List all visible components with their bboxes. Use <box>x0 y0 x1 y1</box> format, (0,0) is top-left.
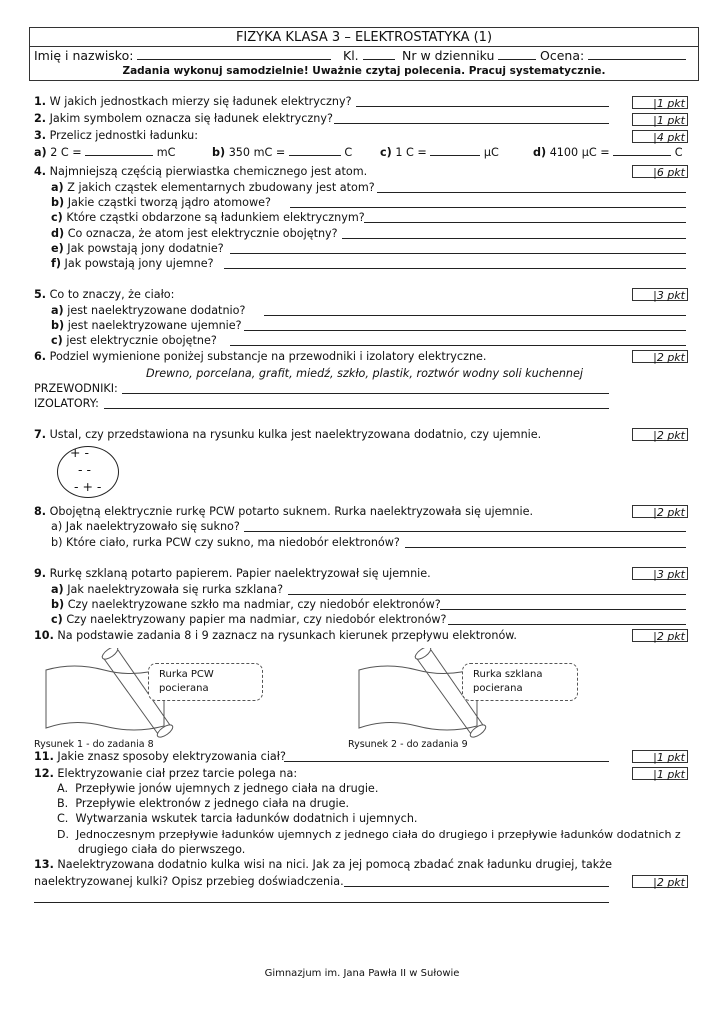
answer-line[interactable] <box>288 594 686 595</box>
question-number: 13. <box>34 858 54 871</box>
question-10 <box>34 629 517 642</box>
sub-item <box>51 181 375 194</box>
points-box: |3 pkt <box>632 567 688 580</box>
item-text: jest elektrycznie obojętne? <box>66 334 217 347</box>
footer: Gimnazjum im. Jana Pawła II w Sułowie <box>264 968 460 979</box>
option-text: Przepływie jonów ujemnych z jednego ciała na drugie. <box>75 782 379 795</box>
header-divider <box>30 46 698 47</box>
item-label: d) <box>51 227 65 240</box>
question-number: 7. <box>34 428 47 441</box>
charges-row-2: - - <box>78 462 91 477</box>
points-box: |3 pkt <box>632 288 688 301</box>
number-blank[interactable] <box>498 49 536 60</box>
question-4 <box>34 165 367 178</box>
answer-line[interactable] <box>34 902 609 903</box>
answer-line[interactable] <box>356 106 609 107</box>
item-label: b) <box>51 536 63 549</box>
answer-line[interactable] <box>334 123 609 124</box>
question-text: Rurkę szklaną potarto papierem. Papier naelektryzował się ujemnie. <box>49 567 431 580</box>
charges-row-3: - + - <box>74 479 102 494</box>
question-text: Najmniejszą częścią pierwiastka chemicznego jest atom. <box>49 165 368 178</box>
item-text: Jakie cząstki tworzą jądro atomowe? <box>67 196 271 209</box>
substances-list: Drewno, porcelana, grafit, miedź, szkło, plastik, roztwór wodny soli kuchennej <box>146 367 584 380</box>
class-label: Kl. <box>343 48 359 63</box>
item-label: a) <box>51 304 64 317</box>
item-label: b) <box>51 319 65 332</box>
sub-item <box>51 304 245 317</box>
points-box: |2 pkt <box>632 629 688 642</box>
option-d[interactable] <box>57 828 681 841</box>
item-text: Jak powstają jony ujemne? <box>64 257 214 270</box>
unit: C <box>674 146 683 159</box>
question-12 <box>34 767 297 780</box>
question-text: Jakim symbolem oznacza się ładunek elektryczny? <box>49 112 333 125</box>
question-text: Na podstawie zadania 8 i 9 zaznacz na rysunkach kierunek przepływu elektronów. <box>57 629 517 642</box>
sub-item <box>51 196 271 209</box>
sub-item <box>51 334 217 347</box>
conductors-answer-line[interactable] <box>122 393 609 394</box>
question-13-continuation: naelektryzowanej kulki? Opisz przebieg doświadczenia. <box>34 875 344 888</box>
question-number: 2. <box>34 112 47 125</box>
question-text: Naelektryzowana dodatnio kulka wisi na nici. Jak za jej pomocą zbadać znak ładunku drugiej, także <box>57 858 612 871</box>
insulators-label: IZOLATORY: <box>34 397 99 410</box>
instructions: Zadania wykonuj samodzielnie! Uważnie czytaj polecenia. Pracuj systematycznie. <box>122 65 606 77</box>
insulators-answer-line[interactable] <box>104 408 609 409</box>
answer-line[interactable] <box>405 547 686 548</box>
conversion-c <box>380 145 499 159</box>
question-text: Obojętną elektrycznie rurkę PCW potarto suknem. Rurka naelektryzowała się ujemnie. <box>49 505 534 518</box>
question-13 <box>34 858 612 871</box>
item-label: a) <box>51 520 63 533</box>
bubble-line: pocierana <box>473 683 523 694</box>
item-label: b) <box>212 146 226 159</box>
option-d-continuation: drugiego ciała do pierwszego. <box>78 843 246 856</box>
question-11 <box>34 750 286 763</box>
unit: μC <box>483 146 499 159</box>
figure-1-bubble <box>148 663 263 701</box>
question-number: 4. <box>34 165 47 178</box>
question-number: 6. <box>34 350 47 363</box>
answer-blank[interactable] <box>289 145 341 156</box>
points-box: |1 pkt <box>632 767 688 780</box>
question-number: 12. <box>34 767 54 780</box>
option-label: B. <box>57 797 69 810</box>
points-box: |2 pkt <box>632 875 688 888</box>
answer-line[interactable] <box>342 238 686 239</box>
question-1 <box>34 95 352 108</box>
sub-item <box>51 613 447 626</box>
name-label: Imię i nazwisko: <box>34 48 134 63</box>
question-7 <box>34 428 541 441</box>
sub-item <box>51 598 441 611</box>
answer-line[interactable] <box>244 531 686 532</box>
option-text: Jednoczesnym przepływie ładunków ujemnych z jednego ciała do drugiego i przepływie ładunków dodatnich z <box>75 828 681 841</box>
item-text: 2 C = <box>50 146 82 159</box>
item-text: jest naelektryzowane dodatnio? <box>67 304 246 317</box>
points-box: |2 pkt <box>632 428 688 441</box>
option-label: C. <box>57 812 69 825</box>
conversion-a <box>34 145 176 159</box>
answer-line[interactable] <box>448 624 686 625</box>
answer-line[interactable] <box>364 222 686 223</box>
item-text: Z jakich cząstek elementarnych zbudowany jest atom? <box>67 181 375 194</box>
question-number: 5. <box>34 288 47 301</box>
question-number: 9. <box>34 567 47 580</box>
item-label: c) <box>51 211 63 224</box>
answer-blank[interactable] <box>85 145 153 156</box>
figure-1-caption: Rysunek 1 - do zadania 8 <box>34 739 154 750</box>
answer-line[interactable] <box>230 345 686 346</box>
conversion-d <box>533 145 683 159</box>
conversion-b <box>212 145 352 159</box>
item-label: e) <box>51 242 64 255</box>
number-field[interactable] <box>402 48 536 63</box>
points-box: |4 pkt <box>632 130 688 143</box>
answer-line[interactable] <box>264 315 686 316</box>
name-field[interactable] <box>34 48 331 63</box>
item-text: Jak naelektryzowało się sukno? <box>65 520 240 533</box>
item-label: a) <box>51 181 64 194</box>
item-label: b) <box>51 196 65 209</box>
item-label: c) <box>51 334 63 347</box>
answer-line[interactable] <box>377 192 686 193</box>
question-text: Co to znaczy, że ciało: <box>49 288 175 301</box>
item-text: Czy naelektryzowany papier ma nadmiar, czy niedobór elektronów? <box>66 613 447 626</box>
unit: C <box>344 146 353 159</box>
sub-item <box>51 257 214 270</box>
grade-label: Ocena: <box>540 48 585 63</box>
item-text: Jak powstają jony dodatnie? <box>67 242 224 255</box>
answer-line[interactable] <box>290 207 686 208</box>
option-label: D. <box>57 828 69 841</box>
sub-item <box>51 536 400 549</box>
question-5 <box>34 288 174 301</box>
question-9 <box>34 567 431 580</box>
sub-item <box>51 227 338 240</box>
answer-blank[interactable] <box>613 145 671 156</box>
item-text: Które ciało, rurka PCW czy sukno, ma niedobór elektronów? <box>66 536 400 549</box>
item-text: 350 mC = <box>228 146 286 159</box>
question-8 <box>34 505 533 518</box>
question-text: Podziel wymienione poniżej substancje na przewodniki i izolatory elektryczne. <box>49 350 487 363</box>
item-label: b) <box>51 598 65 611</box>
answer-line[interactable] <box>344 886 609 887</box>
cloth-icon <box>46 666 164 730</box>
question-number: 11. <box>34 750 54 763</box>
conductors-label: PRZEWODNIKI: <box>34 382 118 395</box>
sub-item <box>51 211 365 224</box>
option-label: A. <box>57 782 69 795</box>
question-text: W jakich jednostkach mierzy się ładunek elektryczny? <box>49 95 352 108</box>
answer-line[interactable] <box>440 609 686 610</box>
figure-2-caption: Rysunek 2 - do zadania 9 <box>348 739 468 750</box>
figure-2-bubble <box>462 663 578 701</box>
points-box: |1 pkt <box>632 113 688 126</box>
item-text: 1 C = <box>395 146 427 159</box>
question-number: 1. <box>34 95 47 108</box>
number-label: Nr w dzienniku <box>402 48 495 63</box>
points-box: |1 pkt <box>632 750 688 763</box>
item-label: d) <box>533 146 547 159</box>
bubble-line: Rurka szklana <box>473 669 543 680</box>
item-label: a) <box>34 146 47 159</box>
grade-blank[interactable] <box>588 49 686 60</box>
points-box: |6 pkt <box>632 165 688 178</box>
question-3 <box>34 129 198 142</box>
item-text: Które cząstki obdarzone są ładunkiem elektrycznym? <box>66 211 365 224</box>
bubble-line: Rurka PCW <box>159 669 214 680</box>
question-text: Przelicz jednostki ładunku: <box>49 129 199 142</box>
question-text: Ustal, czy przedstawiona na rysunku kulka jest naelektryzowana dodatnio, czy ujemnie. <box>49 428 542 441</box>
worksheet-header <box>29 27 699 81</box>
answer-line[interactable] <box>244 330 686 331</box>
question-2 <box>34 112 333 125</box>
item-text: 4100 μC = <box>549 146 610 159</box>
question-number: 10. <box>34 629 54 642</box>
item-text: Co oznacza, że atom jest elektrycznie obojętny? <box>67 227 338 240</box>
answer-line[interactable] <box>284 761 609 762</box>
charges-row-1: + - <box>70 445 89 460</box>
item-text: jest naelektryzowane ujemnie? <box>67 319 242 332</box>
question-text: Jakie znasz sposoby elektryzowania ciał? <box>57 750 286 763</box>
item-label: c) <box>51 613 63 626</box>
name-blank[interactable] <box>137 49 331 60</box>
option-text: Wytwarzania wskutek tarcia ładunków dodatnich i ujemnych. <box>75 812 418 825</box>
question-text: Elektryzowanie ciał przez tarcie polega na: <box>57 767 298 780</box>
sub-item <box>51 319 242 332</box>
answer-line[interactable] <box>230 253 686 254</box>
sub-item <box>51 583 283 596</box>
item-label: f) <box>51 257 61 270</box>
item-label: c) <box>380 146 392 159</box>
option-c[interactable] <box>57 812 417 825</box>
class-field[interactable] <box>343 48 395 63</box>
paper-icon <box>359 666 477 730</box>
item-label: a) <box>51 583 64 596</box>
points-box: |2 pkt <box>632 505 688 518</box>
question-number: 3. <box>34 129 47 142</box>
sub-item <box>51 520 240 533</box>
worksheet-title: FIZYKA KLASA 3 – ELEKTROSTATYKA (1) <box>235 30 493 45</box>
option-text: Przepływie elektronów z jednego ciała na drugie. <box>75 797 350 810</box>
item-text: Jak naelektryzowała się rurka szklana? <box>67 583 284 596</box>
question-6 <box>34 350 486 363</box>
points-box: |1 pkt <box>632 96 688 109</box>
option-a[interactable] <box>57 782 378 795</box>
answer-line[interactable] <box>224 268 686 269</box>
unit: mC <box>156 146 176 159</box>
sub-item <box>51 242 224 255</box>
grade-field[interactable] <box>540 48 686 63</box>
option-b[interactable] <box>57 797 349 810</box>
question-number: 8. <box>34 505 47 518</box>
bubble-line: pocierana <box>159 683 209 694</box>
answer-blank[interactable] <box>430 145 480 156</box>
item-text: Czy naelektryzowane szkło ma nadmiar, czy niedobór elektronów? <box>67 598 441 611</box>
points-box: |2 pkt <box>632 350 688 363</box>
class-blank[interactable] <box>363 49 395 60</box>
